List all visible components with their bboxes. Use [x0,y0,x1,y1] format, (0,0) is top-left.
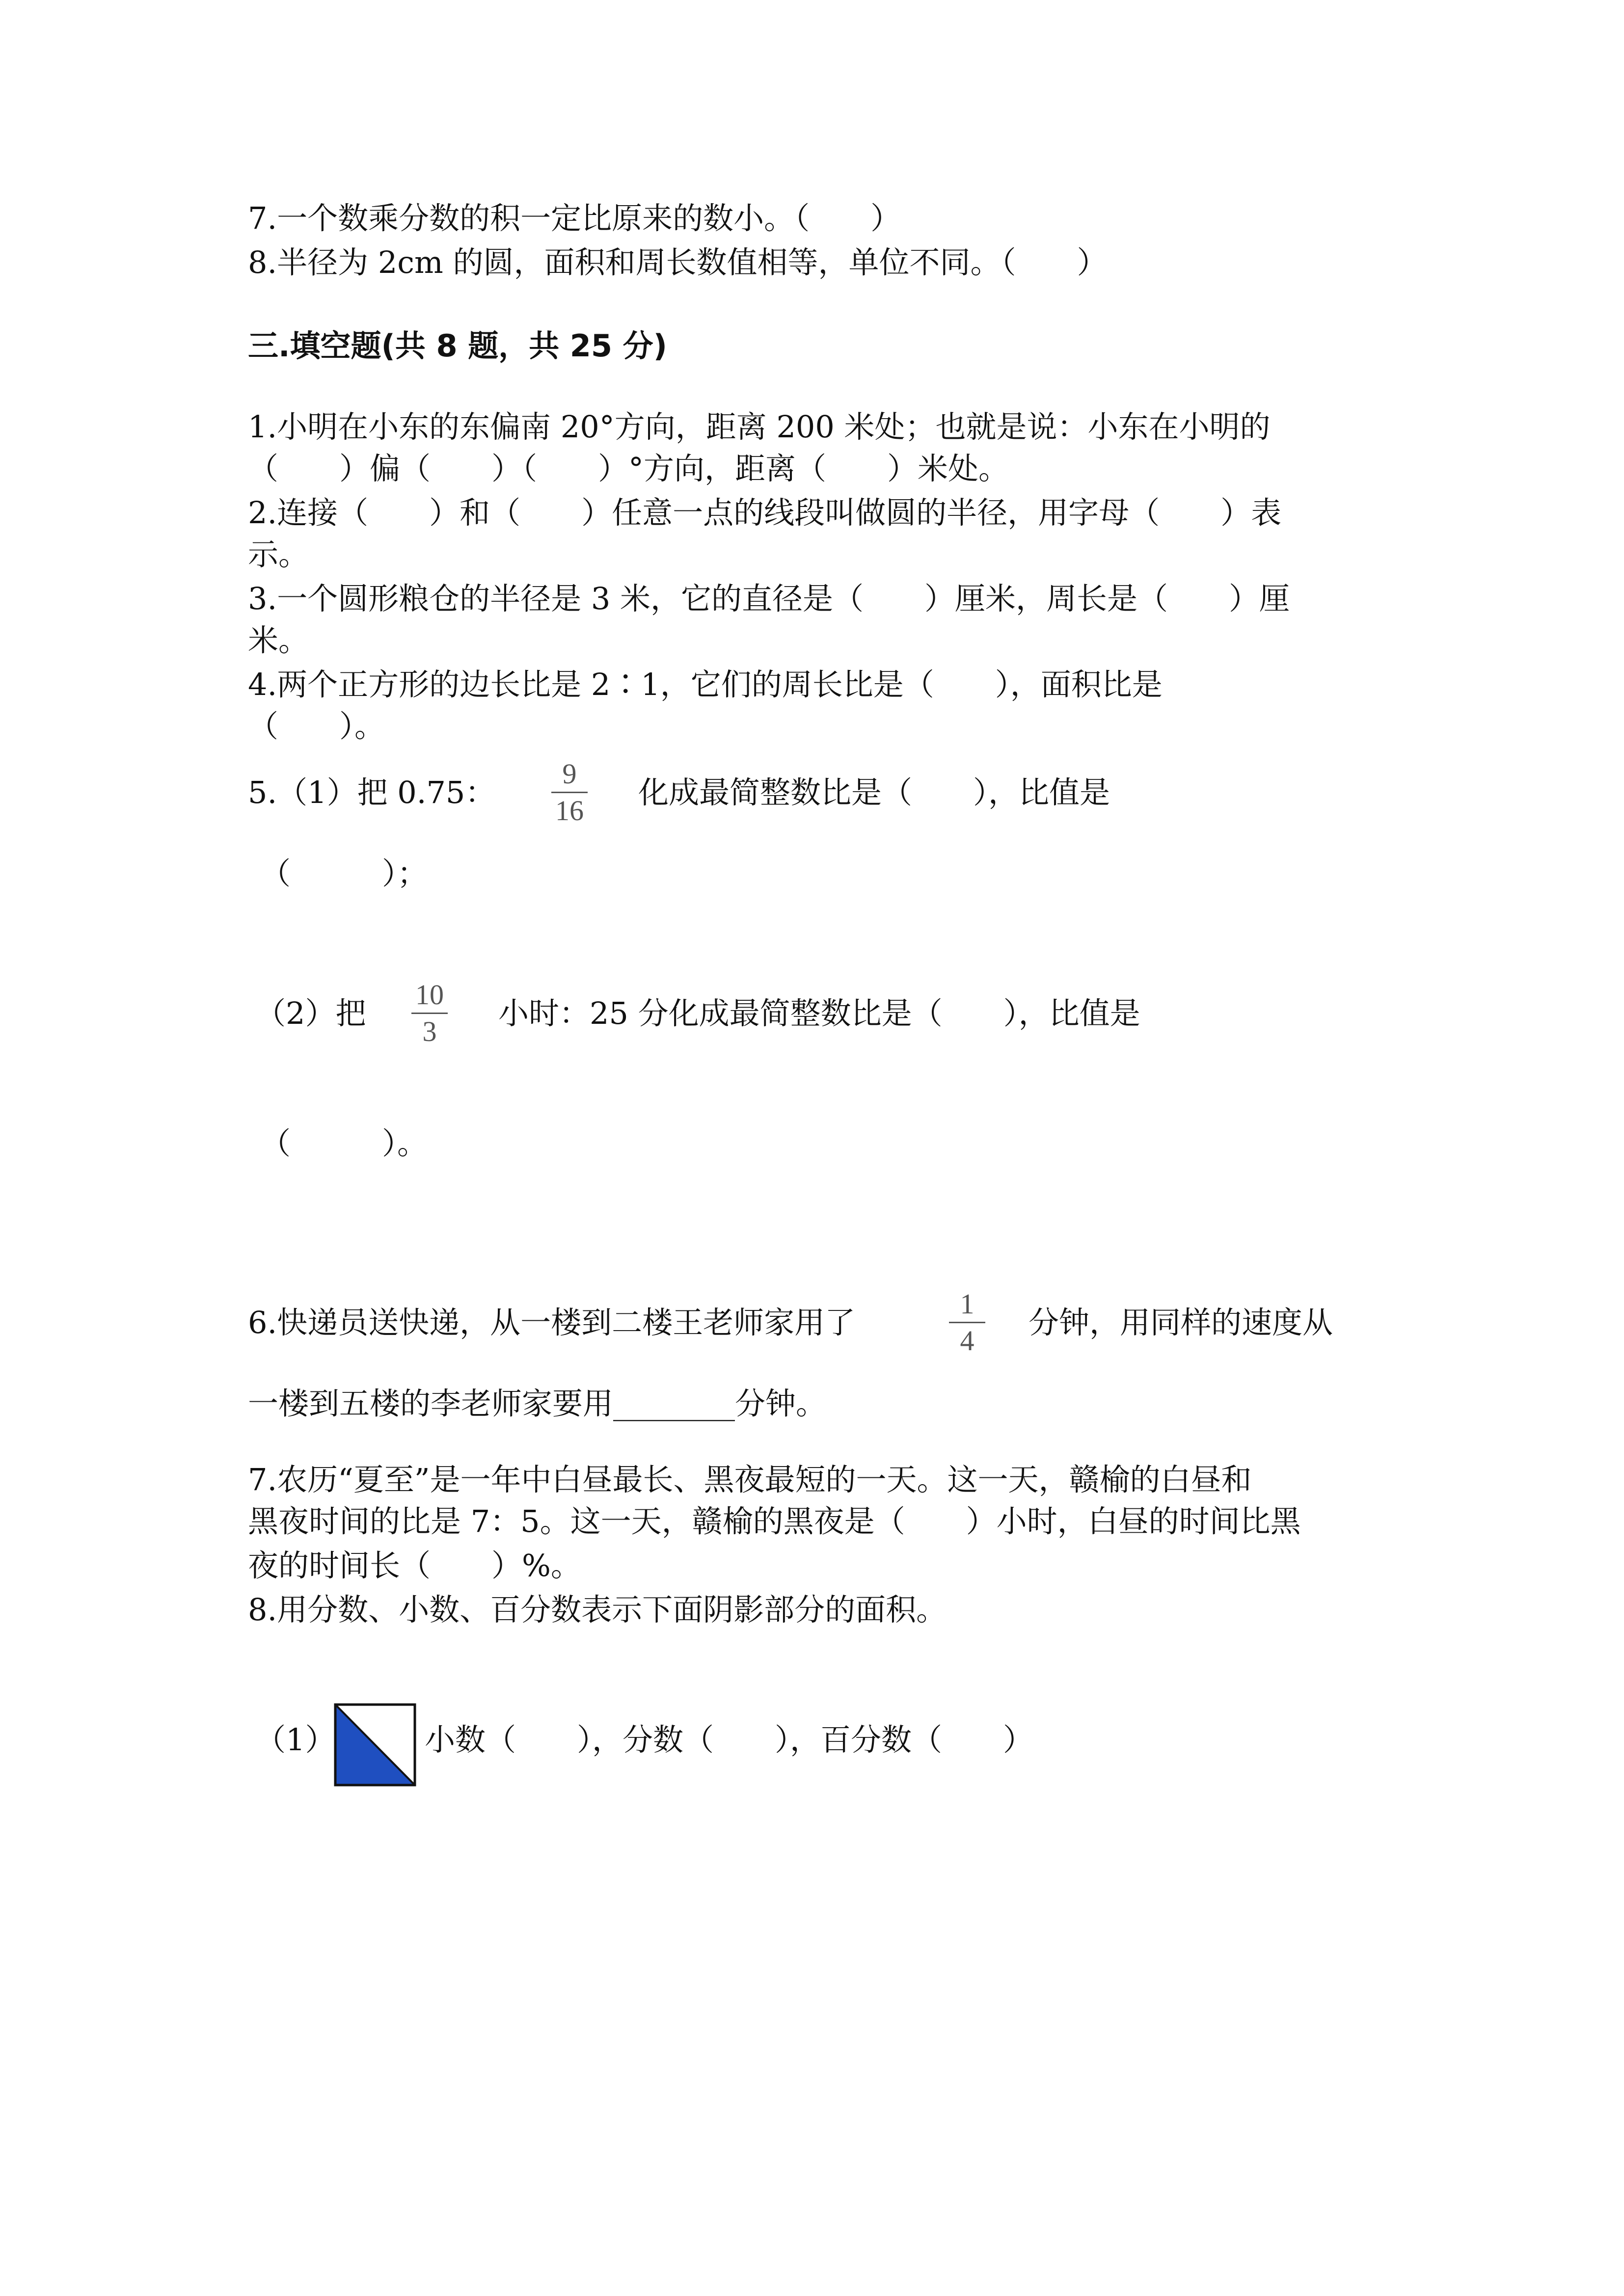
judge-q8: 8.半径为 2cm 的圆，面积和周长数值相等，单位不同。（ ） [248,244,1108,280]
shaded-square-figure [334,1703,416,1787]
fraction-bar [949,1322,985,1323]
q1-line2: （ ）偏（ ）（ ）°方向，距离（ ）米处。 [248,451,1009,486]
q1-line1: 1.小明在小东的东偏南 20°方向，距离 200 米处；也就是说：小东在小明的 [248,409,1271,445]
q2-line1: 2.连接（ ）和（ ）任意一点的线段叫做圆的半径，用字母（ ）表 [248,495,1282,531]
q5-part1-prefix: 5.（1）把 0.75： [248,774,496,810]
q6-fraction-1-4 [940,1288,994,1357]
q8-label: （1） [255,1722,336,1758]
fraction-denominator: 16 [555,795,584,827]
q6-line2: 一楼到五楼的李老师家要用________分钟。 [248,1386,827,1421]
q4-line2: （ ）。 [248,708,385,744]
q2-line2: 示。 [248,536,309,572]
q6-suffix: 分钟，用同样的速度从 [1029,1305,1333,1340]
fraction-bar [411,1013,448,1014]
q5-part2-blank: （ ）。 [260,1125,428,1161]
fraction-denominator: 3 [422,1015,437,1047]
q5-part2-prefix: （2）把 [255,995,366,1031]
q3-line2: 米。 [248,622,309,658]
q4-line1: 4.两个正方形的边长比是 2∶1，它们的周长比是（ ），面积比是 [248,667,1163,702]
fraction-numerator: 1 [960,1288,974,1320]
fraction-numerator: 10 [415,979,444,1011]
q3-line1: 3.一个圆形粮仓的半径是 3 米，它的直径是（ ）厘米，周长是（ ）厘 [248,581,1290,616]
q5-fraction-9-16 [542,758,596,827]
fraction-bar [551,792,588,793]
q5-part2-suffix: 小时：25 分化成最简整数比是（ ），比值是 [498,995,1140,1031]
q5-fraction-10-3 [403,979,457,1047]
fraction-numerator: 9 [562,758,577,790]
q5-part1-blank: （ ）； [260,855,428,891]
q7-line1: 7.农历“夏至”是一年中白昼最长、黑夜最短的一天。这一天，赣榆的白昼和 [248,1462,1252,1497]
q7-line3: 夜的时间长（ ）%。 [248,1548,581,1583]
section-heading: 三.填空题(共 8 题，共 25 分) [248,328,667,364]
q8-line1: 8.用分数、小数、百分数表示下面阴影部分的面积。 [248,1592,947,1628]
q7-line2: 黑夜时间的比是 7：5。这一天，赣榆的黑夜是（ ）小时，白昼的时间比黑 [248,1503,1301,1539]
q8-answers: 小数（ ），分数（ ），百分数（ ） [425,1722,1034,1758]
q5-part1-suffix: 化成最简整数比是（ ），比值是 [638,774,1110,810]
judge-q7: 7.一个数乘分数的积一定比原来的数小。（ ） [248,200,901,236]
fraction-denominator: 4 [960,1325,974,1357]
q6-prefix: 6.快递员送快递，从一楼到二楼王老师家用了 [248,1305,856,1340]
